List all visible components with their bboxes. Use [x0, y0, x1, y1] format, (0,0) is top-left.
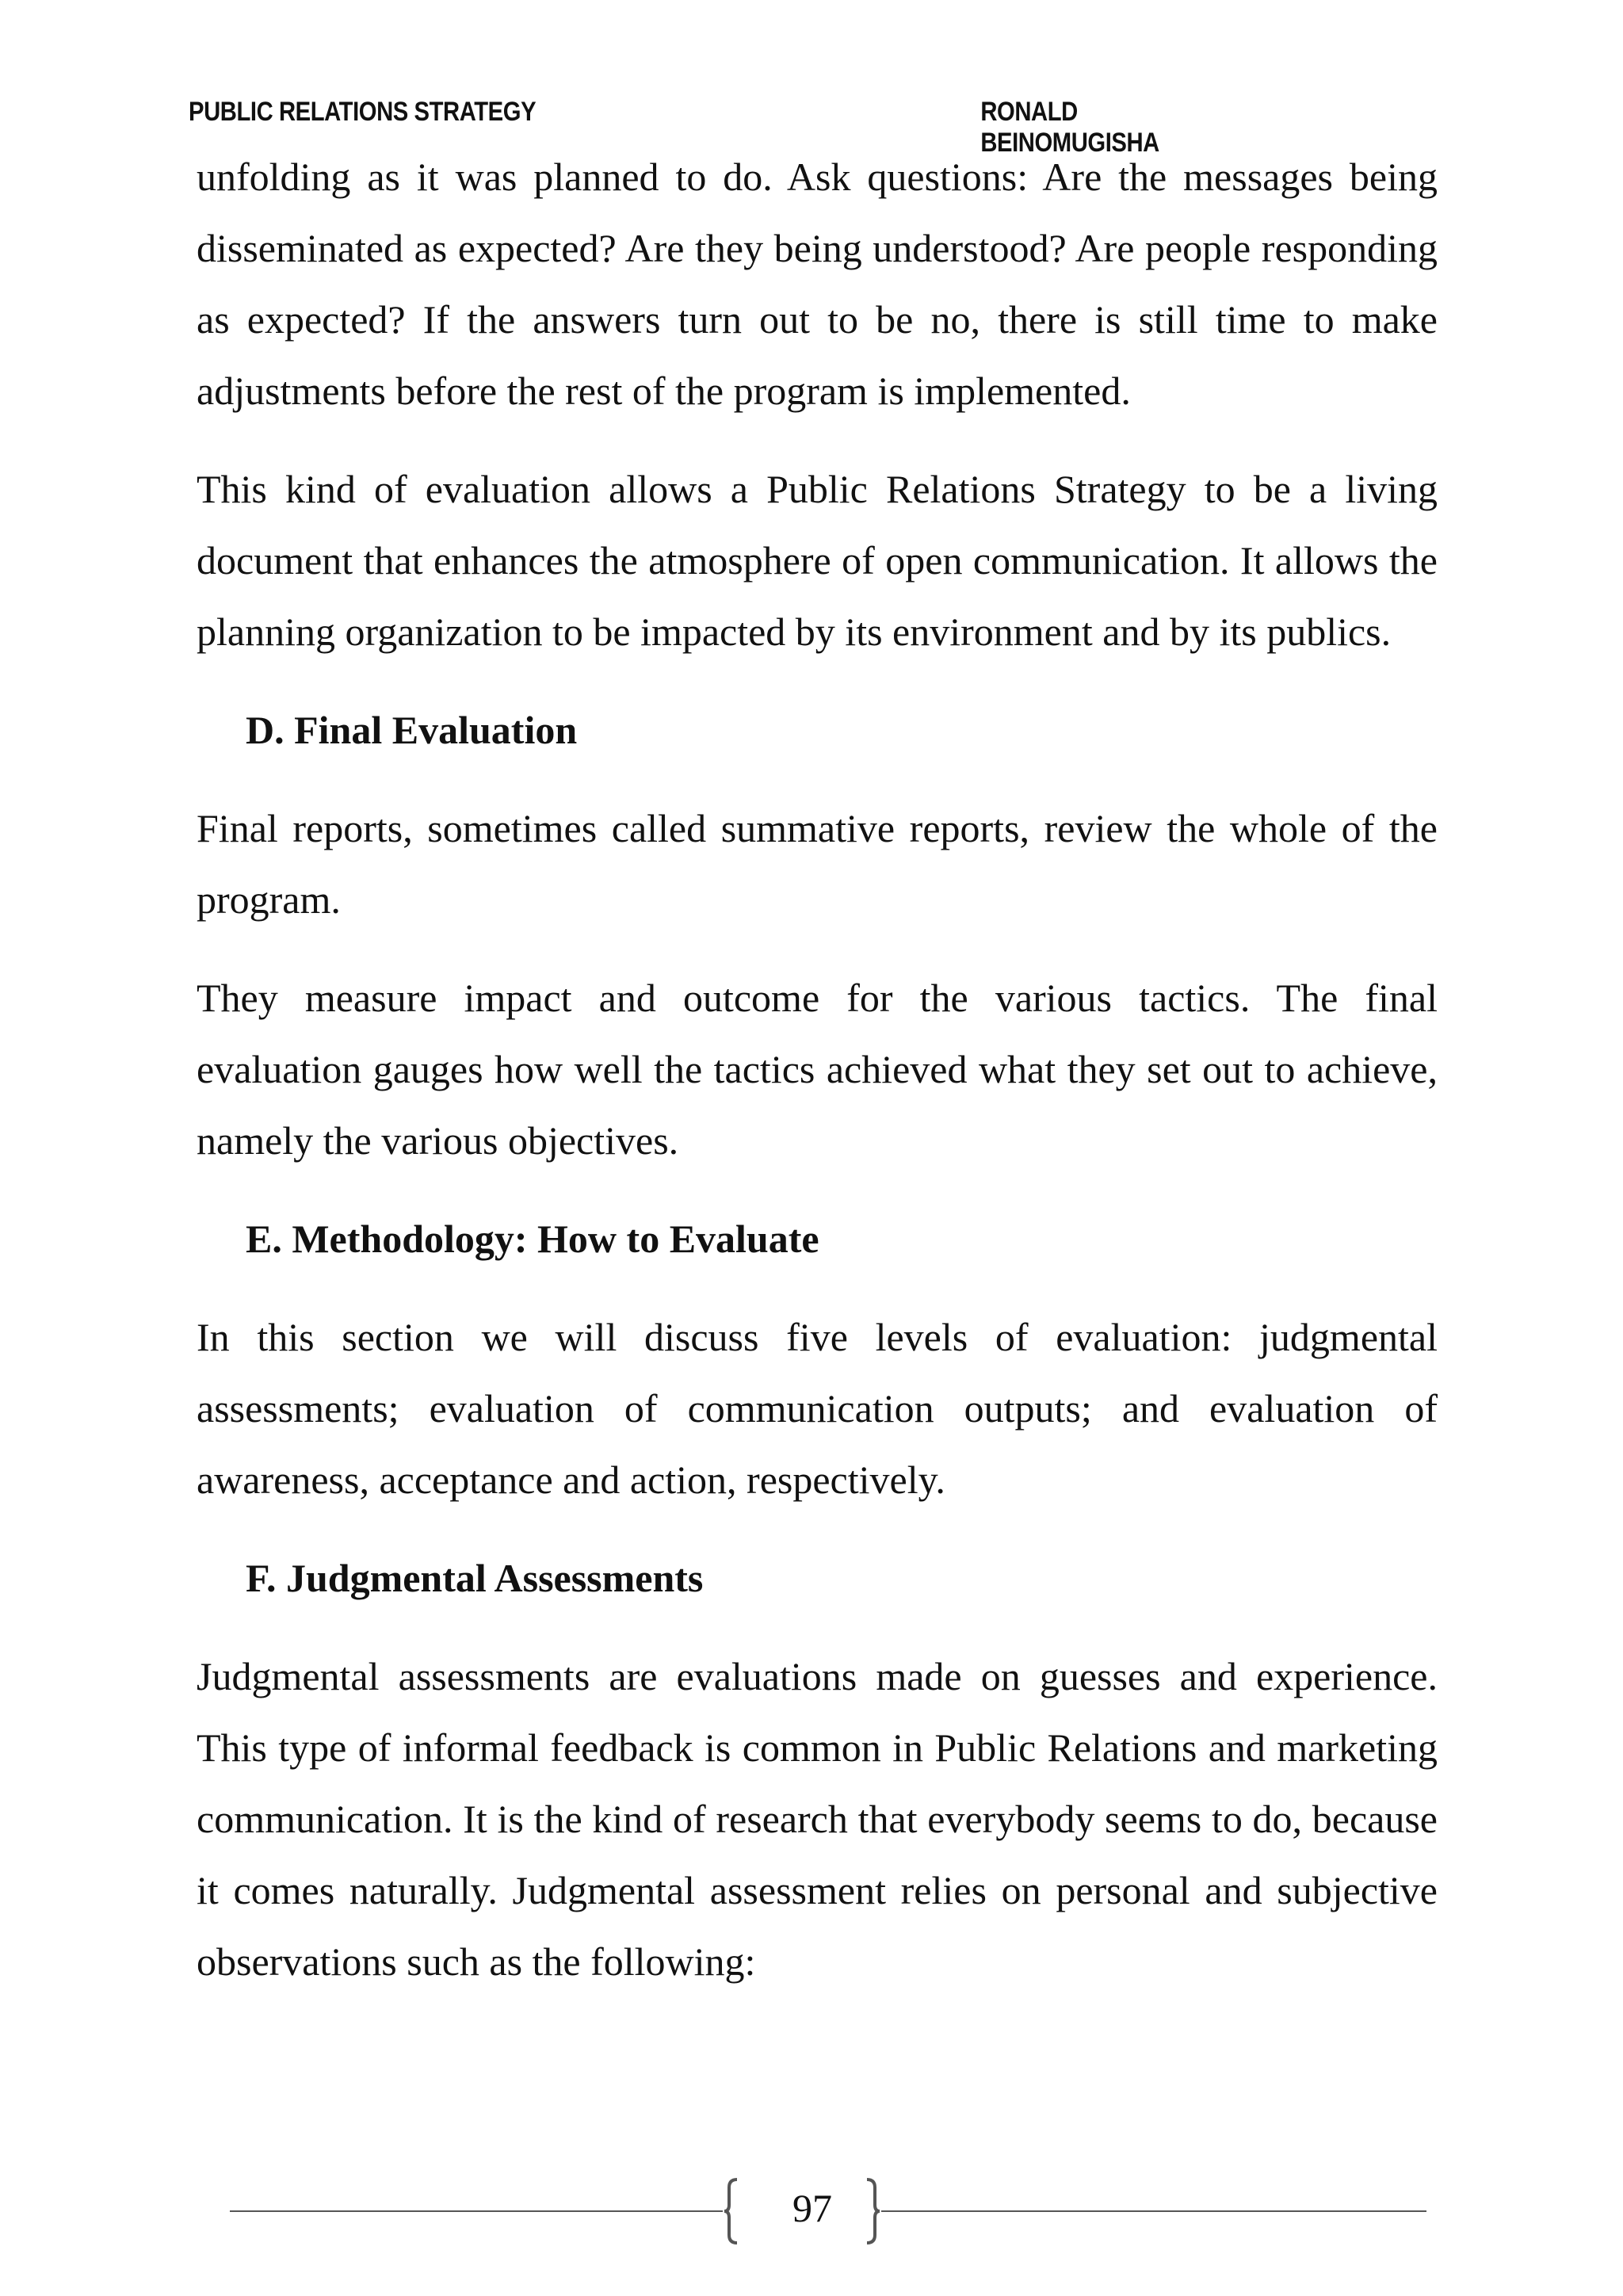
- page-footer: [230, 2172, 1426, 2251]
- running-header: [189, 97, 1211, 158]
- heading-methodology: E. Methodology: How to Evaluate: [246, 1217, 819, 1261]
- page-body: [197, 141, 1438, 2024]
- right-brace-icon: [864, 2178, 881, 2244]
- page-number: 97: [792, 2186, 832, 2230]
- heading-final-evaluation: D. Final Evaluation: [246, 708, 578, 752]
- left-brace-icon: [723, 2178, 740, 2244]
- header-author-name: RONALD BEINOMUGISHA: [980, 97, 1159, 158]
- paragraph-evaluation-unfolding: unfolding as it was planned to do. Ask questions: Are the messages being disseminated as expected? Are they being understood? Are people responding as expected? If the answers turn out to be no, there is still time to make adjustments before the rest of the program is implemented.: [197, 155, 1438, 413]
- paragraph-living-document: This kind of evaluation allows a Public Relations Strategy to be a living document that enhances the atmosphere of open communication. It allows the planning organization to be impacted by its environment and by its publics.: [197, 467, 1438, 654]
- paragraph-five-levels: In this section we will discuss five levels of evaluation: judgmental assessments; evaluation of communication outputs; and evaluation of awareness, acceptance and action, respectively.: [197, 1315, 1438, 1502]
- footer-rule-right: [881, 2210, 1426, 2212]
- paragraph-judgmental-description: Judgmental assessments are evaluations made on guesses and experience. This type of informal feedback is common in Public Relations and marketing communication. It is the kind of research that everybody seems to do, because it comes naturally. Judgmental assessment relies on personal and subjective observations such as the following:: [197, 1654, 1438, 1984]
- paragraph-final-reports: Final reports, sometimes called summative reports, review the whole of the program.: [197, 806, 1438, 922]
- heading-judgmental-assessments: F. Judgmental Assessments: [246, 1556, 704, 1600]
- footer-rule-left: [230, 2210, 723, 2212]
- paragraph-measure-impact: They measure impact and outcome for the various tactics. The final evaluation gauges how well the tactics achieved what they set out to achieve, namely the various objectives.: [197, 976, 1438, 1163]
- header-book-title: PUBLIC RELATIONS STRATEGY: [189, 97, 537, 127]
